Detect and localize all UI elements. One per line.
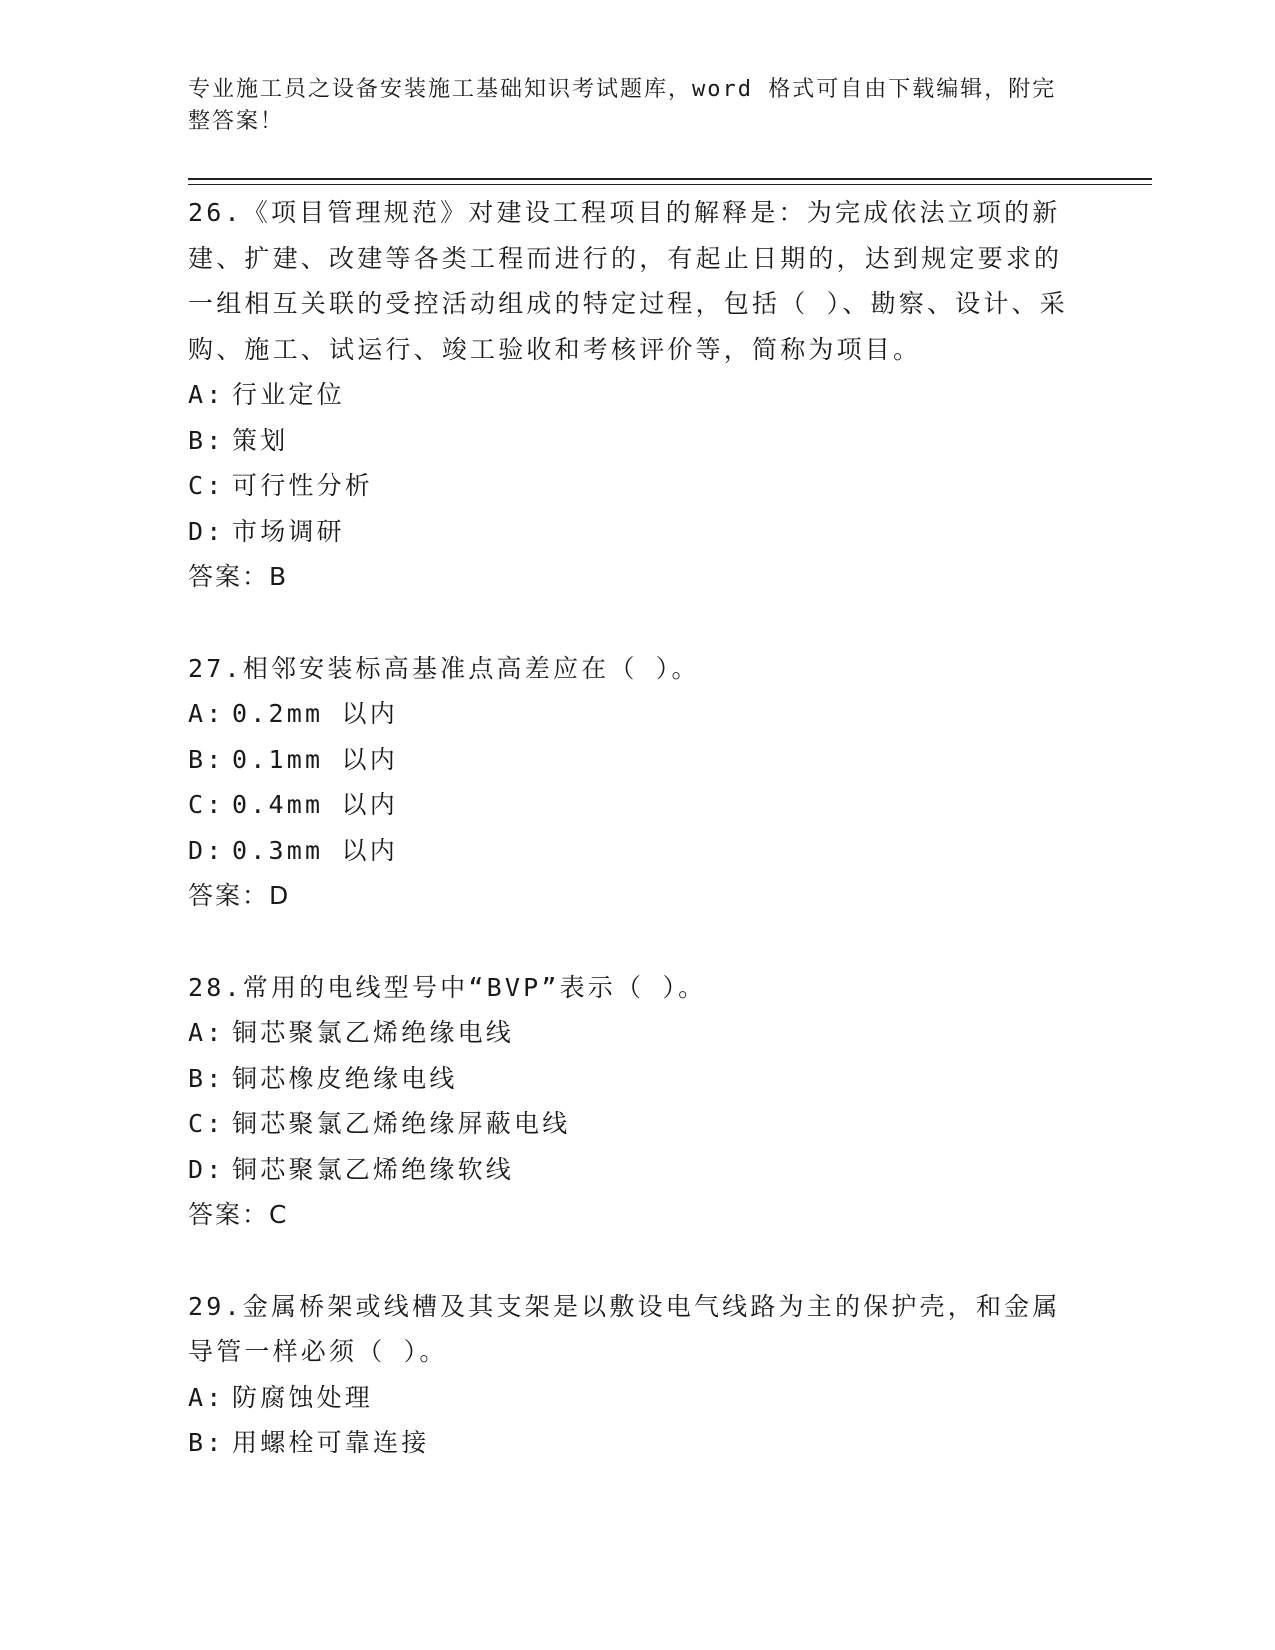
answer-line: 答案：D (188, 881, 291, 910)
option-letter: D: (188, 1154, 225, 1184)
option-d (188, 509, 1088, 555)
option-b (188, 1420, 1088, 1466)
option-c (188, 1101, 1088, 1147)
header-divider-thick (188, 178, 1152, 180)
option-text: 铜芯聚氯乙烯绝缘电线 (232, 1018, 515, 1047)
option-text: 0.4mm 以内 (232, 790, 398, 819)
option-letter: A: (188, 380, 225, 409)
option-d (188, 828, 1088, 874)
option-text: 用螺栓可靠连接 (232, 1428, 430, 1457)
option-text: 0.1mm 以内 (232, 744, 398, 774)
option-letter: D: (188, 835, 225, 865)
option-letter: A: (188, 1382, 225, 1412)
option-b (188, 737, 1088, 783)
option-letter: C: (188, 790, 225, 819)
option-text: 市场调研 (232, 516, 345, 546)
option-letter: C: (188, 471, 225, 500)
option-text: 铜芯聚氯乙烯绝缘屏蔽电线 (232, 1109, 571, 1138)
question-27 (188, 646, 1088, 919)
answer-line: 答案：B (188, 562, 289, 591)
option-letter: A: (188, 1018, 225, 1047)
option-text: 0.3mm 以内 (232, 835, 398, 865)
option-text: 0.2mm 以内 (232, 699, 398, 728)
question-28 (188, 965, 1088, 1238)
question-text: 27.相邻安装标高基准点高差应在（ ）。 (188, 653, 700, 683)
option-text: 铜芯橡皮绝缘电线 (232, 1063, 458, 1093)
option-b (188, 1056, 1088, 1102)
option-text: 可行性分析 (232, 471, 374, 500)
question-list (188, 190, 1088, 1466)
option-letter: C: (188, 1109, 225, 1138)
question-26 (188, 190, 1088, 600)
option-a (188, 691, 1088, 737)
question-text: 28.常用的电线型号中“BVP”表示（ ）。 (188, 972, 707, 1002)
option-letter: A: (188, 699, 225, 728)
option-a (188, 1010, 1088, 1056)
option-text: 行业定位 (232, 380, 345, 409)
question-29 (188, 1284, 1088, 1466)
question-text: 26.《项目管理规范》对建设工程项目的解释是：为完成依法立项的新建、扩建、改建等各类工程而进行的，有起止日期的，达到规定要求的一组相互关联的受控活动组成的特定过程，包括（ ）、勘察、设计、采购、施工、试运行、竣工验收和考核评价等，简称为项目。 (188, 198, 1068, 364)
option-letter: D: (188, 516, 225, 546)
option-text: 防腐蚀处理 (232, 1382, 374, 1412)
option-c (188, 782, 1088, 828)
option-a (188, 1375, 1088, 1421)
answer-line: 答案：C (188, 1200, 289, 1229)
option-d (188, 1147, 1088, 1193)
option-a (188, 372, 1088, 418)
header-divider-thin (188, 184, 1152, 185)
option-letter: B: (188, 1428, 225, 1457)
option-c (188, 463, 1088, 509)
question-text: 29.金属桥架或线槽及其支架是以敷设电气线路为主的保护壳，和金属导管一样必须（ ）。 (188, 1291, 1061, 1366)
option-letter: B: (188, 744, 225, 774)
option-text: 策划 (232, 425, 289, 455)
option-b (188, 418, 1088, 464)
option-letter: B: (188, 425, 225, 455)
document-header: 专业施工员之设备安装施工基础知识考试题库，word 格式可自由下载编辑，附完整答案！ (188, 77, 1057, 134)
option-text: 铜芯聚氯乙烯绝缘软线 (232, 1154, 515, 1184)
option-letter: B: (188, 1063, 225, 1093)
